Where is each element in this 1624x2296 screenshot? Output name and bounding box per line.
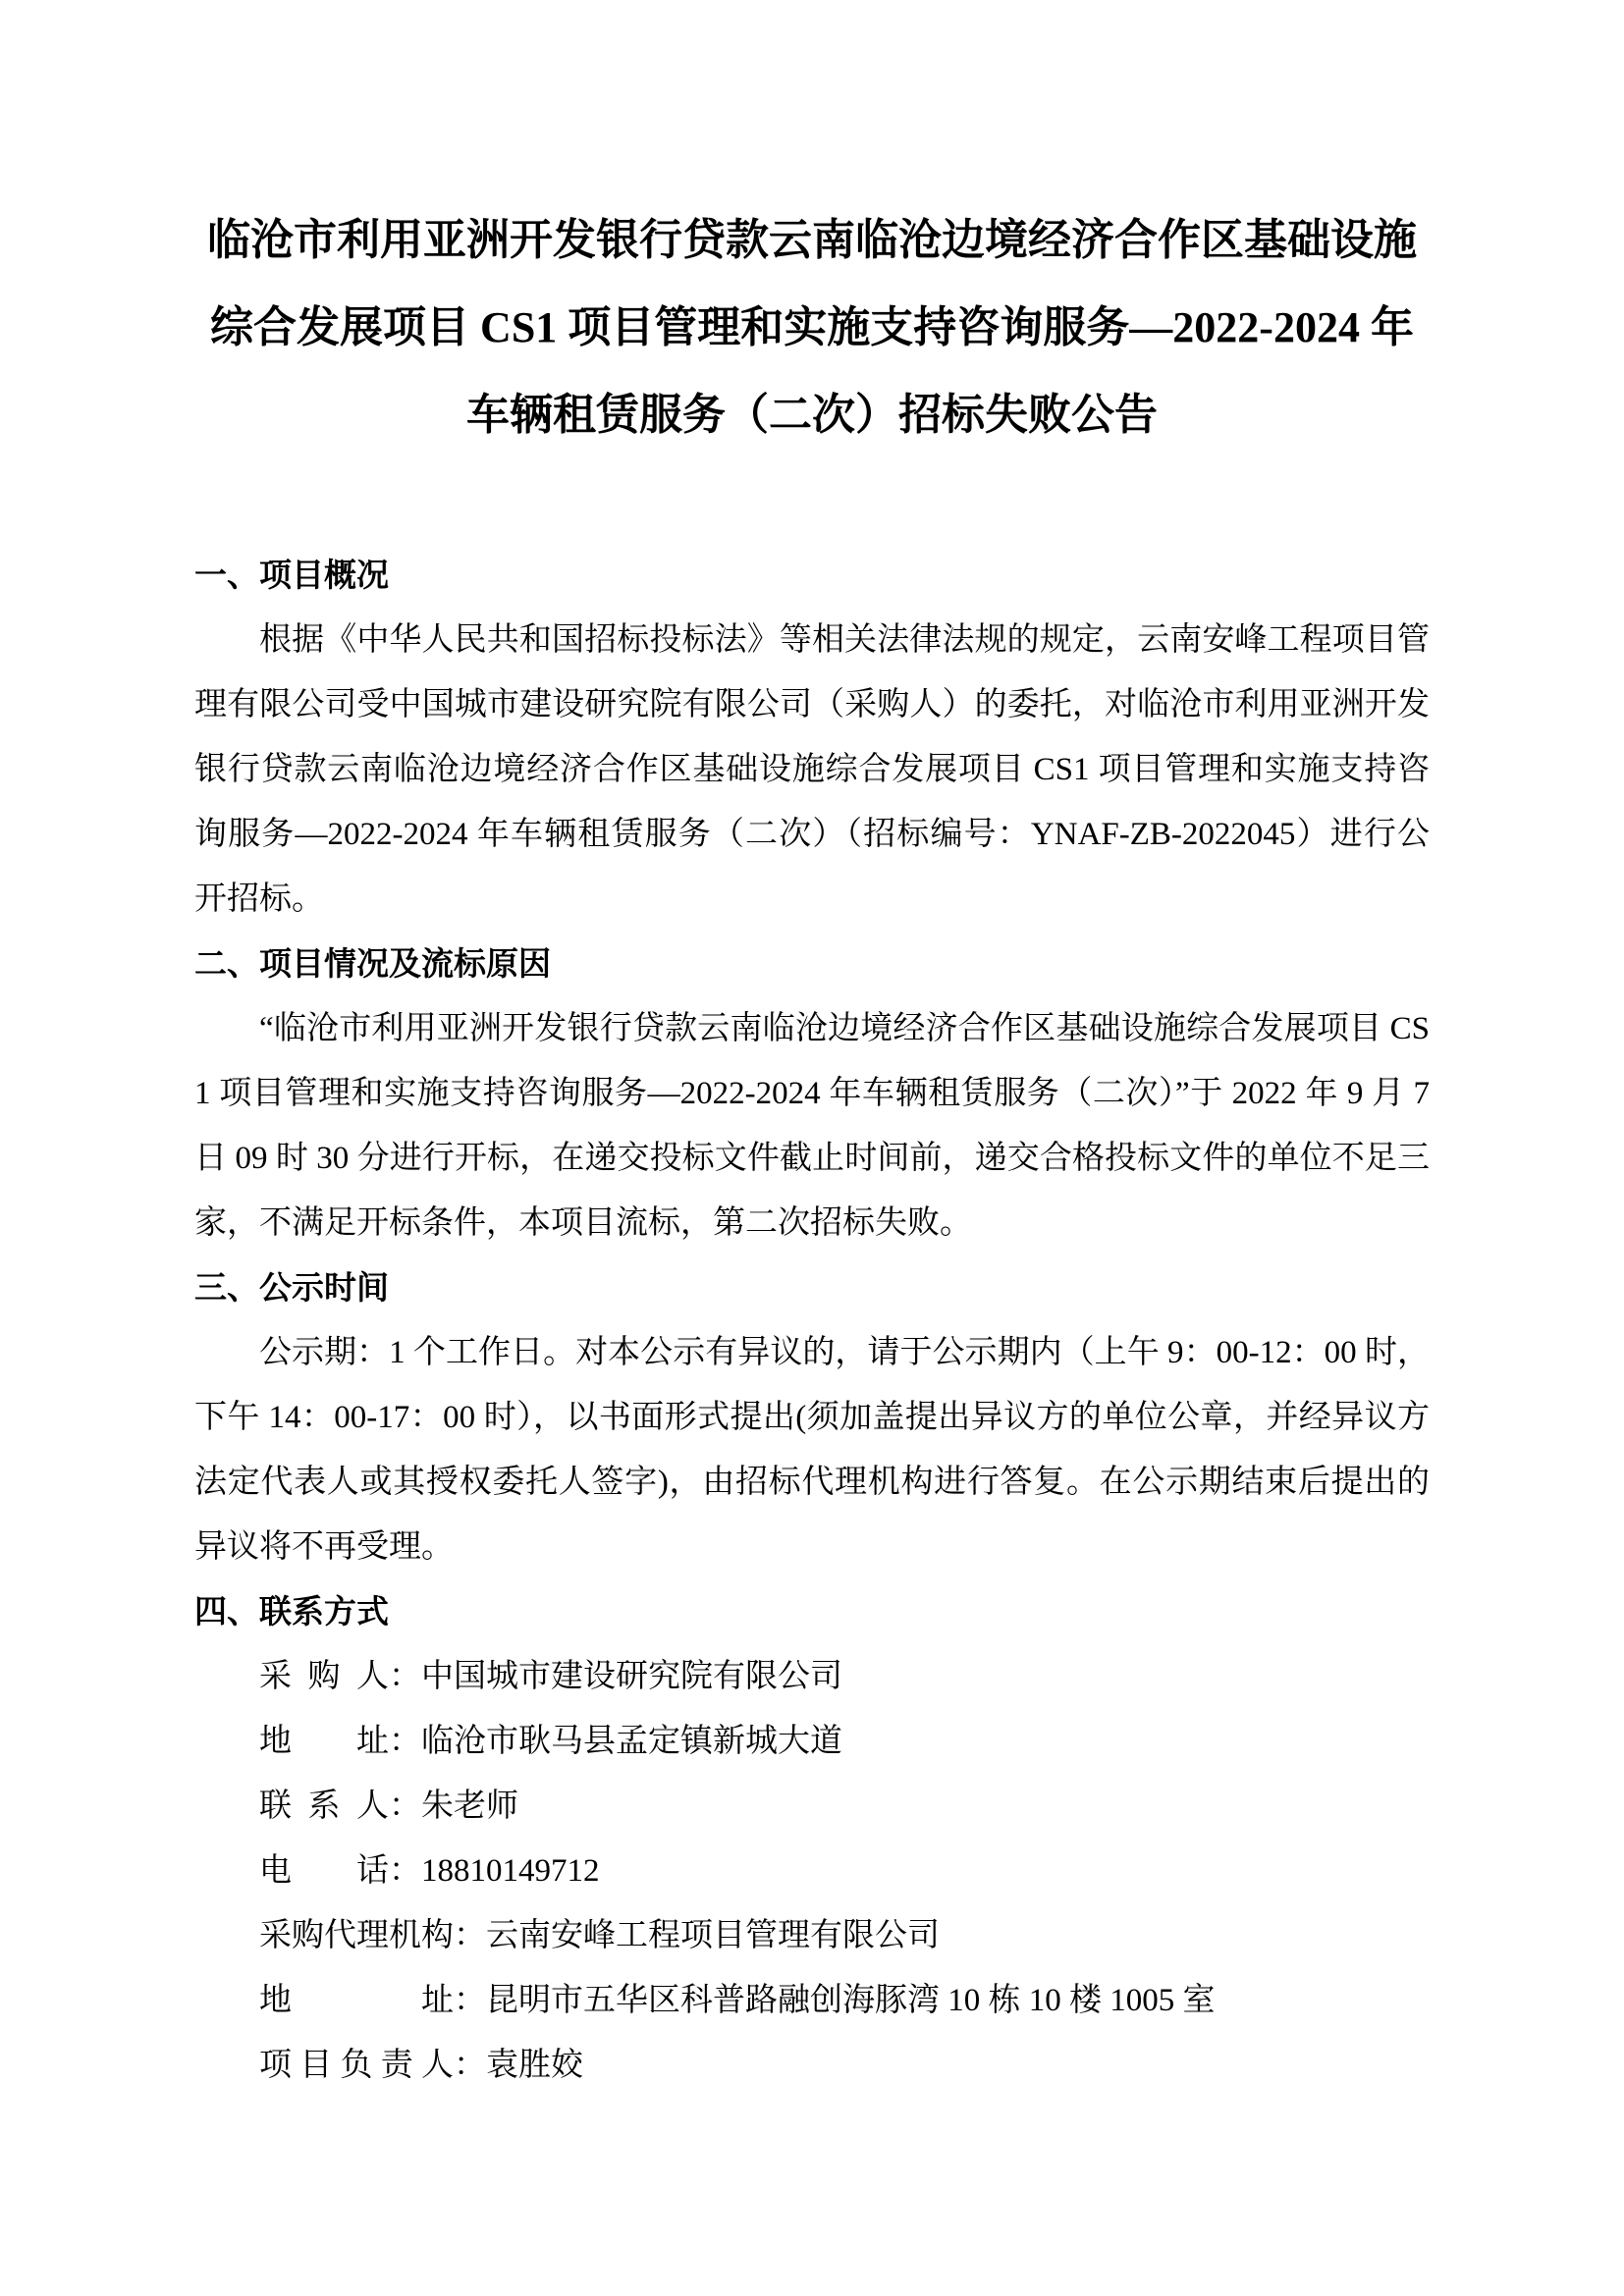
contact-label: 采购人 [259, 1659, 389, 1694]
contact-list [194, 1644, 1430, 2098]
contact-colon: ： [454, 1918, 486, 1953]
contact-label: 联系人 [259, 1789, 389, 1824]
contact-row-purchaser [259, 1644, 1430, 1709]
contact-row-agency [259, 1903, 1430, 1968]
contact-label: 项目负责人 [259, 2048, 454, 2083]
contact-colon: ： [389, 1659, 421, 1694]
contact-colon: ： [389, 1853, 421, 1889]
contact-colon: ： [389, 1789, 421, 1824]
contact-label: 采购代理机构 [259, 1918, 454, 1953]
contact-value: 朱老师 [421, 1789, 518, 1824]
section-heading-failure-reason: 二、项目情况及流标原因 [194, 945, 551, 982]
contact-label: 地址 [259, 1983, 454, 2018]
contact-value: 云南安峰工程项目管理有限公司 [486, 1918, 940, 1953]
contact-label: 地址 [259, 1724, 389, 1759]
contact-row-agency-address [259, 1968, 1430, 2033]
section-paragraph-publicity-period: 公示期：1 个工作日。对本公示有异议的，请于公示期内（上午 9：00-12：00 时，下午 14：00-17：00 时），以书面形式提出(须加盖提出异议方的单位公章，并经异议方法定代表人或其授权委托人签字)，由招标代理机构进行答复。在公示期结束后提出的异议将不再受理。 [194, 1335, 1430, 1565]
contact-colon: ： [454, 1983, 486, 2018]
title-line-2: 综合发展项目 CS1 项目管理和实施支持咨询服务—2022-2024 年 [210, 303, 1414, 351]
section-heading-project-overview: 一、项目概况 [194, 557, 389, 593]
contact-row-contact-person [259, 1774, 1430, 1839]
contact-value: 昆明市五华区科普路融创海豚湾 10 栋 10 楼 1005 室 [486, 1983, 1216, 2018]
contact-colon: ： [454, 2048, 486, 2083]
title-line-1: 临沧市利用亚洲开发银行贷款云南临沧边境经济合作区基础设施 [207, 216, 1417, 264]
contact-row-phone [259, 1839, 1430, 1903]
contact-value: 袁胜姣 [486, 2048, 583, 2083]
page-title [194, 196, 1430, 458]
contact-colon: ： [389, 1724, 421, 1759]
contact-label: 电话 [259, 1853, 389, 1889]
section-heading-contact-info: 四、联系方式 [194, 1593, 389, 1629]
section-paragraph-failure-reason: “临沧市利用亚洲开发银行贷款云南临沧边境经济合作区基础设施综合发展项目 CS1 项目管理和实施支持咨询服务—2022-2024 年车辆租赁服务（二次）”于 2022 年 9 月 7 日 09 时 30 分进行开标，在递交投标文件截止时间前，递交合格投标文件的单位不足三家，不满足开标条件，本项目流标，第二次招标失败。 [194, 1011, 1430, 1241]
contact-row-purchaser-address [259, 1709, 1430, 1774]
section-heading-publicity-period: 三、公示时间 [194, 1269, 389, 1306]
contact-value: 临沧市耿马县孟定镇新城大道 [421, 1724, 842, 1759]
title-line-3: 车辆租赁服务（二次）招标失败公告 [466, 391, 1158, 439]
contact-value: 18810149712 [421, 1853, 600, 1889]
contact-row-project-leader [259, 2033, 1430, 2098]
section-paragraph-project-overview: 根据《中华人民共和国招标投标法》等相关法律法规的规定，云南安峰工程项目管理有限公司受中国城市建设研究院有限公司（采购人）的委托，对临沧市利用亚洲开发银行贷款云南临沧边境经济合作区基础设施综合发展项目 CS1 项目管理和实施支持咨询服务—2022-2024 年车辆租赁服务（二次）（招标编号：YNAF-ZB-2022045）进行公开招标。 [194, 622, 1430, 917]
contact-value: 中国城市建设研究院有限公司 [421, 1659, 842, 1694]
